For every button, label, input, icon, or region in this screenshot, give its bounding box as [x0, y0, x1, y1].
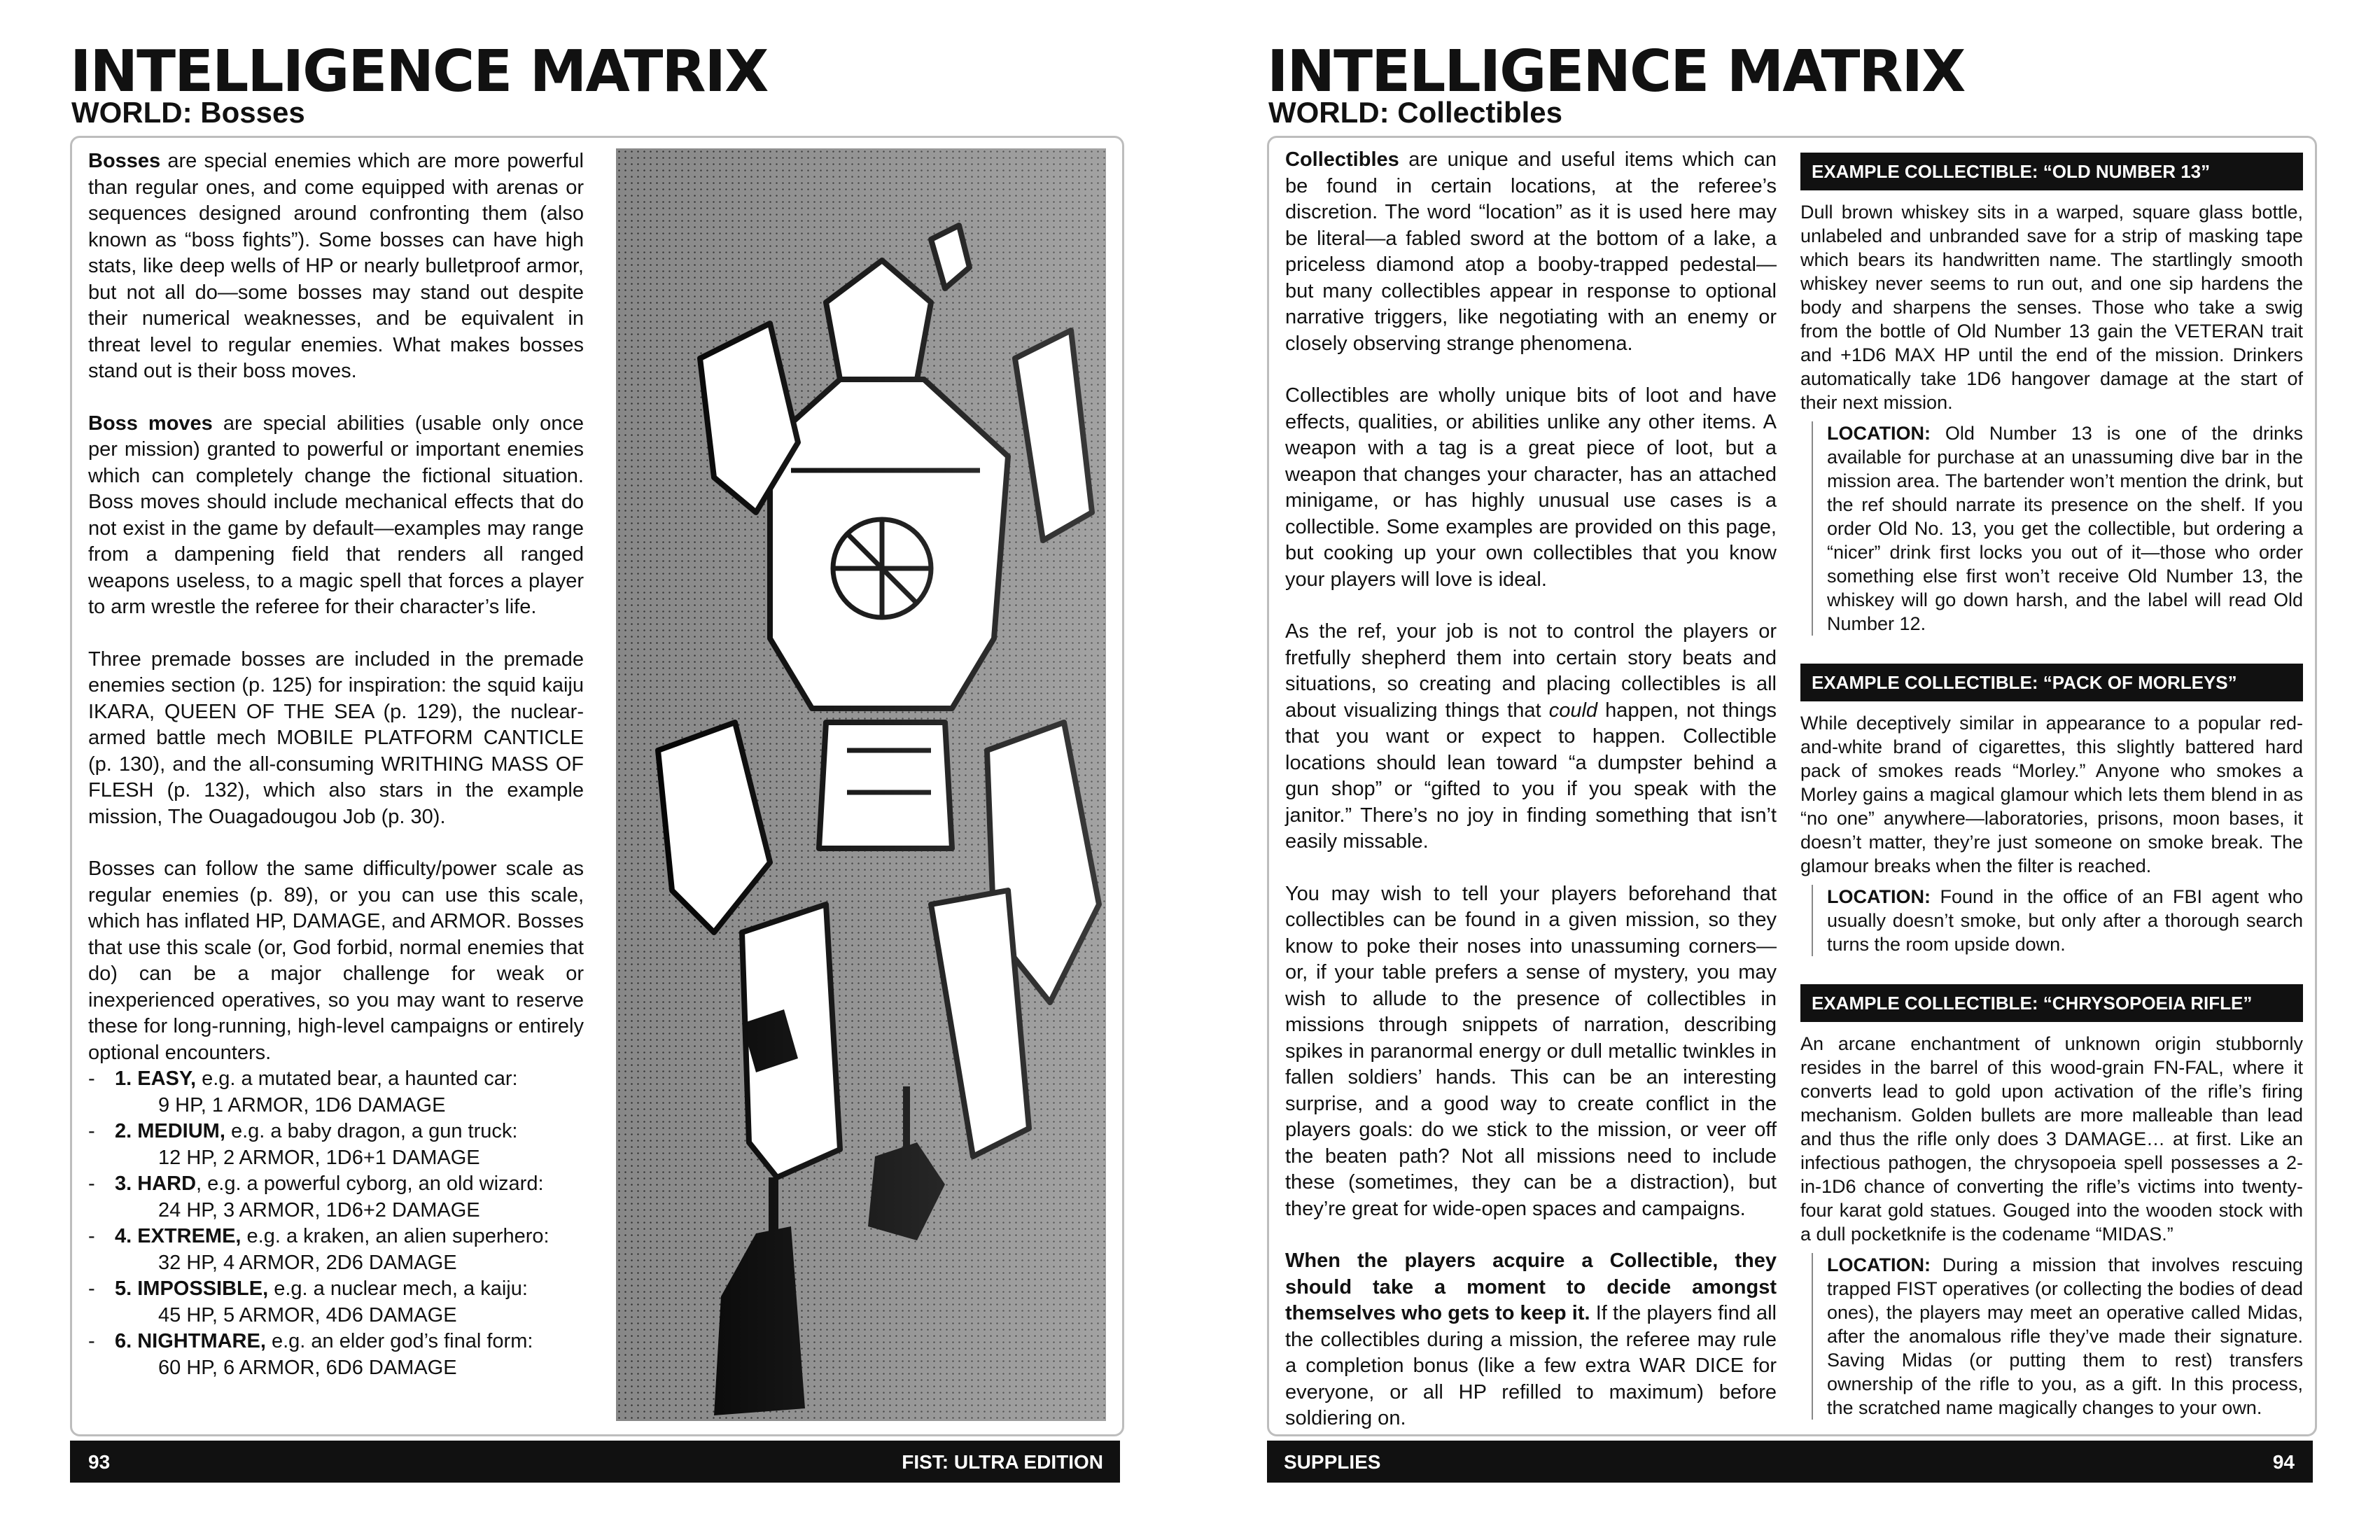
collectibles-paragraph-1-text: are unique and useful items which can be found in certain locations, at the referee’s discretion. The word “location” as it is used here may be literal—a fabled sword at the bottom of a lake, a priceless diamond atop a booby-trapped pedestal—but many collectibles appear in response to optional narrative triggers, like negotiating with an enemy or closely observing strange phenomena. [1285, 148, 1777, 355]
difficulty-stats: 45 HP, 5 ARMOR, 4D6 DAMAGE [158, 1303, 457, 1326]
difficulty-name: 5. IMPOSSIBLE, [115, 1278, 269, 1300]
difficulty-item [88, 1119, 584, 1171]
difficulty-stats: 24 HP, 3 ARMOR, 1D6+2 DAMAGE [158, 1198, 480, 1222]
could-emphasis: could [1548, 699, 1598, 722]
difficulty-desc: e.g. an elder god’s final form: [265, 1330, 533, 1352]
boss-moves-term: Boss moves [88, 412, 213, 435]
bosses-text-column [88, 148, 584, 1381]
collectibles-paragraph-1 [1285, 147, 1777, 357]
example-body: An arcane enchantment of unknown origin stubbornly resides in the barrel of this wood-grain FN-FAL, where it converts lead to gold upon activation of the rifle’s firing mechanism. Golden bullets are more malleable than lead and thus the rifle only does 3 DAMAGE… at first. Like an infectious pathogen, the chrysopoeia spell possesses a 2-in-1D6 chance of converting the rifle’s victims into twenty-four karat gold statues. Gouged into the wooden stock with a dull pocketknife is the codename “MIDAS.” [1800, 1033, 2303, 1245]
bosses-paragraph-1-text: are special enemies which are more powerful than regular ones, and come equipped with arenas or sequences designed around confronting them (also known as “boss fights”). Some bosses can have high stats, like deep wells of HP or nearly bulletproof armor, but not all do—some bosses may stand out despite their numerical weaknesses, and be equivalent in threat level to regular enemies. What makes bosses stand out is their boss moves. [88, 150, 584, 382]
difficulty-item [88, 1171, 584, 1224]
right-page-number: 94 [2272, 1451, 2295, 1473]
difficulty-desc: , e.g. a powerful cyborg, an old wizard: [196, 1172, 544, 1195]
example-collectible [1800, 984, 2303, 1420]
example-location [1812, 1253, 2303, 1420]
right-page-title: INTELLIGENCE MATRIX [1267, 38, 1965, 105]
collectibles-paragraph-4: You may wish to tell your players beforehand that collectibles can be found in a given mission, so they know to poke their noses into unassuming corners—or, if your table prefers a sense of mystery, you may wish to allude to the presence of collectibles in missions through snippets of narration, describing spikes in paranormal energy or dull metallic twinkles in fallen soldiers’ hands. This can be an interesting surprise, and a good way to create conflict in the players goals: do we stick to the mission, or veer off the beaten path? Not all missions need to include these (sometimes, they can be a distraction), but they’re great for wide-open spaces and campaigns. [1285, 882, 1777, 1220]
example-body: Dull brown whiskey sits in a warped, square glass bottle, unlabeled and unbranded save for a strip of masking tape which bears its handwritten name. The startlingly smooth whiskey never seems to run out, and one sip hardens the body and sharpens the senses. Those who take a swig from the bottle of Old Number 13 gain the VETERAN trait and +1D6 MAX HP until the end of the mission. Drinkers automatically take 1D6 hangover damage at the start of their next mission. [1800, 202, 2303, 413]
bosses-paragraph-2-text: are special abilities (usable only once per mission) granted to powerful or important enemies which can completely change the fictional situation. Boss moves should include mechanical effects that do not exist in the game by default—examples may range from a dampening field that renders all ranged weapons useless, to a magic spell that forces a player to arm wrestle the referee for their character’s life. [88, 412, 584, 618]
example-header: EXAMPLE COLLECTIBLE: “CHRYSOPOEIA RIFLE” [1800, 984, 2303, 1022]
example-collectible [1800, 664, 2303, 956]
collectibles-paragraph-2: Collectibles are wholly unique bits of loot and have effects, qualities, or abilities unlike any other items. A weapon with a tag is a great piece of loot, but a weapon that changes your character, has an attached minigame, or has highly unusual use cases is a collectible. Some examples are provided on this page, but cooking up your own collectibles that you know your players will love is ideal. [1285, 384, 1777, 591]
collectibles-paragraph-5-text: If the players find all the collectibles during a mission, the referee may rule a completion bonus (like a few extra WAR DICE for everyone, or all HP refilled to maximum) before soldiering on. [1285, 1302, 1777, 1429]
right-page-subtitle: WORLD: Collectibles [1268, 96, 1563, 129]
bosses-paragraph-1 [88, 148, 584, 385]
location-text: Old Number 13 is one of the drinks available for purchase at an unassuming dive bar in the mission area. The bartender won’t mention the drink, but the ref should narrate its presence on the shelf. If you order Old No. 13, you get the collectible, but ordering a “nicer” drink first locks you out of it—those who order something else first won’t receive Old Number 13, the whiskey will go down harsh, and the label will read Old Number 12. [1827, 423, 2303, 634]
collectibles-paragraph-3-text-a: As the ref, your job is not to control the players or fretfully shepherd them into certain story beats and situations, so creating and placing collectibles is all about visualizing things that [1285, 620, 1777, 722]
collectibles-term: Collectibles [1285, 148, 1399, 171]
difficulty-name: 2. MEDIUM, [115, 1120, 225, 1142]
difficulty-stats: 9 HP, 1 ARMOR, 1D6 DAMAGE [158, 1093, 446, 1116]
collectibles-rule-bold: When the players acquire a Collectible, they should take a moment to decide amongst themselves who gets to keep it. [1285, 1250, 1777, 1324]
left-footer-bar [70, 1441, 1120, 1483]
difficulty-stats: 12 HP, 2 ARMOR, 1D6+1 DAMAGE [158, 1146, 480, 1169]
right-footer-bar [1267, 1441, 2313, 1483]
difficulty-name: 4. EXTREME, [115, 1225, 241, 1247]
difficulty-name: 3. HARD [115, 1172, 197, 1195]
bosses-paragraph-4: Bosses can follow the same difficulty/power scale as regular enemies (p. 89), or you can use this scale, which has inflated HP, DAMAGE, and ARMOR. Bosses that use this scale (or, God forbid, normal enemies that do) can be a major challenge for weak or inexperienced operatives, so you may want to reserve these for long-running, high-level campaigns or entirely optional encounters. [88, 858, 584, 1064]
example-collectibles-column [1800, 153, 2303, 1448]
collectibles-text-column [1285, 147, 1777, 1458]
example-body: While deceptively similar in appearance to a popular red-and-white brand of cigarettes, this slightly battered hard pack of smokes reads “Morley.” Anyone who smokes a Morley gains a magical glamour which lets them blend in as “no one” anywhere—laboratories, prisons, moon bases, it doesn’t matter, they’re just someone on smoke break. The glamour breaks when the filter is reached. [1800, 713, 2303, 876]
location-label: LOCATION: [1827, 886, 1931, 907]
difficulty-stats: 32 HP, 4 ARMOR, 2D6 DAMAGE [158, 1251, 457, 1274]
difficulty-desc: e.g. a kraken, an alien superhero: [241, 1225, 550, 1247]
bosses-paragraph-2 [88, 411, 584, 621]
difficulty-name: 1. EASY, [115, 1068, 197, 1090]
mech-illustration [616, 148, 1106, 1421]
difficulty-item [88, 1066, 584, 1119]
left-page-title: INTELLIGENCE MATRIX [70, 38, 768, 105]
example-header: EXAMPLE COLLECTIBLE: “OLD NUMBER 13” [1800, 153, 2303, 190]
example-location [1812, 885, 2303, 956]
difficulty-desc: e.g. a nuclear mech, a kaiju: [268, 1278, 528, 1300]
bosses-term: Bosses [88, 150, 161, 172]
left-page-subtitle: WORLD: Bosses [71, 96, 305, 129]
difficulty-item [88, 1224, 584, 1276]
difficulty-item [88, 1329, 584, 1381]
collectibles-paragraph-3 [1285, 619, 1777, 855]
collectibles-paragraph-5 [1285, 1248, 1777, 1432]
example-location [1812, 421, 2303, 636]
location-text: During a mission that involves rescuing trapped FIST operatives (or collecting the bodies of dead ones), the players may meet an operative called Midas, after the anomalous rifle they’ve made their signature. Saving Midas (or putting them to rest) transfers ownership of the rifle to you, as a gift. In this process, the scratched name magically changes to your own. [1827, 1254, 2303, 1418]
example-collectible [1800, 153, 2303, 636]
difficulty-desc: e.g. a mutated bear, a haunted car: [196, 1068, 518, 1090]
collectibles-paragraph-3-text-b: happen, not things that you want or expect to happen. Collectible locations should lean toward “a dumpster behind a gun shop” or “gifted to you if you speak with the janitor.” There’s no joy in finding something that isn’t easily missable. [1285, 699, 1777, 853]
location-label: LOCATION: [1827, 423, 1931, 444]
section-name: SUPPLIES [1284, 1451, 1381, 1473]
location-label: LOCATION: [1827, 1254, 1931, 1275]
location-text: Found in the office of an FBI agent who usually doesn’t smoke, but only after a thorough search turns the room upside down. [1827, 886, 2303, 955]
book-title: FIST: ULTRA EDITION [902, 1451, 1103, 1473]
left-page-number: 93 [88, 1451, 111, 1473]
example-header: EXAMPLE COLLECTIBLE: “PACK OF MORLEYS” [1800, 664, 2303, 701]
difficulty-stats: 60 HP, 6 ARMOR, 6D6 DAMAGE [158, 1356, 457, 1379]
difficulty-desc: e.g. a baby dragon, a gun truck: [225, 1120, 518, 1142]
difficulty-list [88, 1066, 584, 1381]
difficulty-name: 6. NIGHTMARE, [115, 1330, 266, 1352]
difficulty-item [88, 1276, 584, 1329]
bosses-paragraph-3: Three premade bosses are included in the premade enemies section (p. 125) for inspiration: the squid kaiju IKARA, QUEEN OF THE SEA (p. 129), the nuclear-armed battle mech MOBILE PLATFORM CANTICLE (p. 130), and the all-consuming WRITHING MASS OF FLESH (p. 132), which also stars in the example mission, The Ouagadougou Job (p. 30). [88, 648, 584, 828]
